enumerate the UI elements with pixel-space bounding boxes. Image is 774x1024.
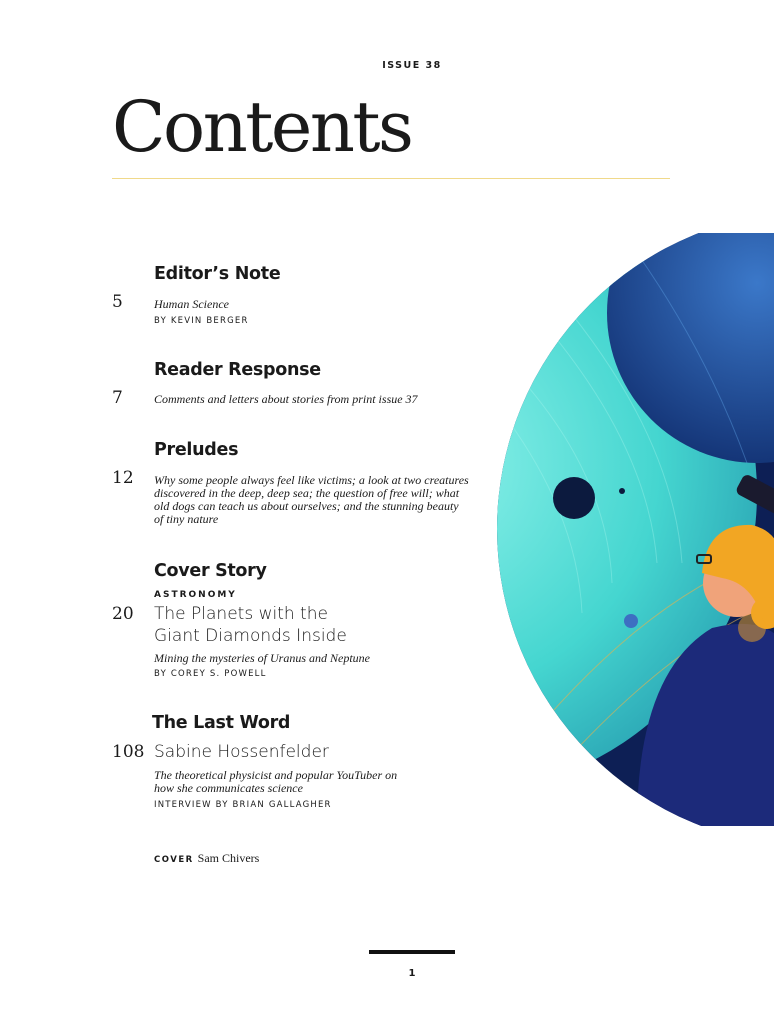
page-number-reader-response: 7 [112,388,123,408]
page-number-editors-note: 5 [112,292,123,312]
story-title-cover [154,603,454,647]
page-number-last-word: 108 [112,742,145,762]
cover-credit-name: Sam Chivers [197,851,260,865]
description-last-word: The theoretical physicist and popular YouTuber on how she communicates science [154,768,398,795]
byline-last-word: INTERVIEW BY BRIAN GALLAGHER [154,800,332,810]
section-heading-preludes: Preludes [154,440,239,460]
byline-cover-story: BY COREY S. POWELL [154,669,267,679]
section-heading-editors-note: Editor’s Note [154,264,281,284]
story-title-last-word: Sabine Hossenfelder [154,742,329,762]
cover-credit-label: COVER [154,855,194,865]
description-preludes: Why some people always feel like victims; a look at two creatures discovered in the deep, deep sea; the question of free will; what old dogs can teach us about ourselves; and the stunning beauty of tiny nature [154,473,469,526]
title-divider [112,178,670,179]
footer-page-number: 1 [408,968,416,979]
description-editors-note: Human Science [154,297,229,311]
story-title-line-1: The Planets with the [154,604,328,624]
story-title-line-2: Giant Diamonds Inside [154,626,347,646]
description-reader-response: Comments and letters about stories from print issue 37 [154,392,418,406]
section-heading-last-word: The Last Word [152,713,291,733]
byline-editors-note: BY KEVIN BERGER [154,316,249,326]
footer-rule [369,950,455,954]
section-heading-reader-response: Reader Response [154,360,321,380]
page-title: Contents [112,86,412,168]
section-heading-cover-story: Cover Story [154,561,267,581]
cover-credit [154,851,259,866]
description-cover-story: Mining the mysteries of Uranus and Neptune [154,651,370,665]
planets-astronomer-illustration [497,233,774,826]
page-number-cover-story: 20 [112,604,134,624]
issue-label: ISSUE 38 [382,60,442,71]
page-number-preludes: 12 [112,468,134,488]
kicker-astronomy: ASTRONOMY [154,590,237,600]
